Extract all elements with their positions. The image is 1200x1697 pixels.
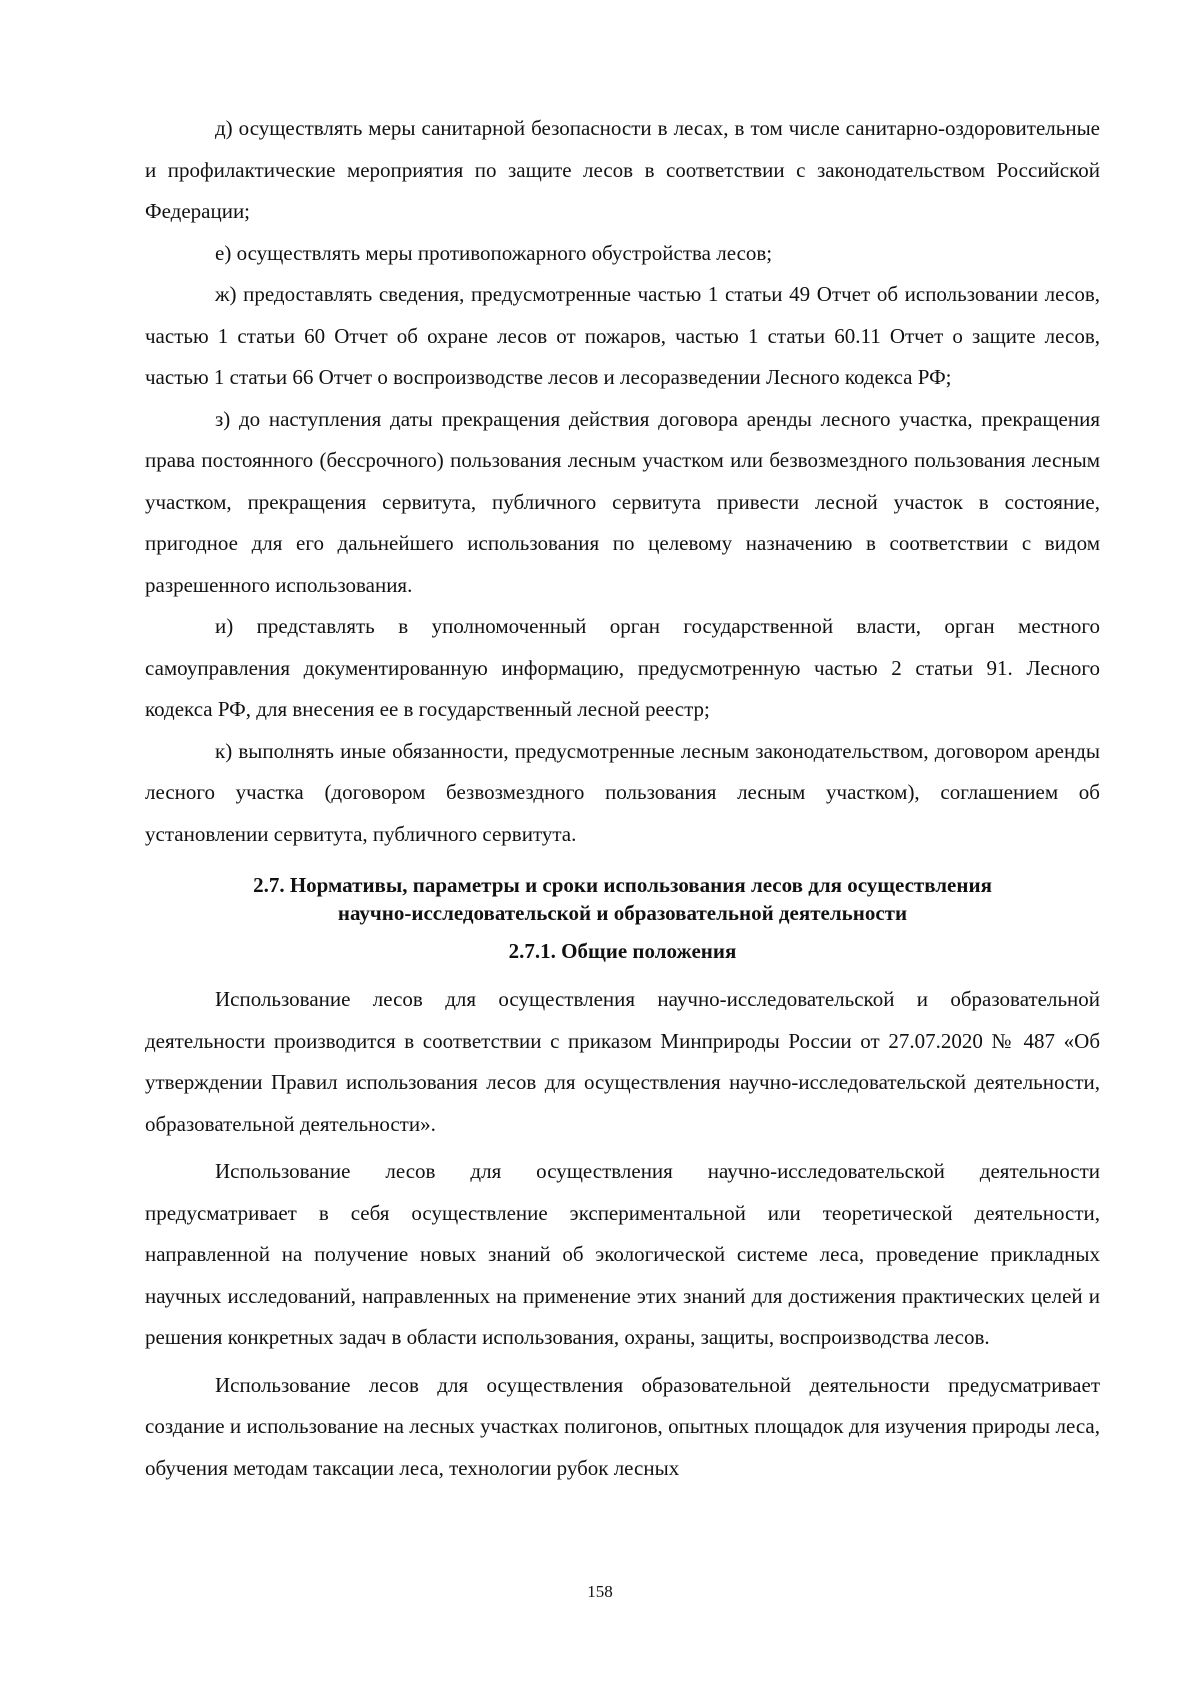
document-body (145, 108, 1100, 1489)
paragraph-item-e: е) осуществлять меры противопожарного обустройства лесов; (215, 240, 773, 265)
paragraph-general-3: Использование лесов для осуществления образовательной деятельности предусматривает создание и использование на лесных участках полигонов, опытных площадок для изучения природы леса, обучения методам таксации леса, технологии рубок лесных (145, 1372, 1100, 1480)
page-number: 158 (587, 1582, 613, 1601)
paragraph-general-2: Использование лесов для осуществления научно-исследовательской деятельности предусматривает в себя осуществление экспериментальной или теоретической деятельности, направленной на получение новых знаний об экологической системе леса, проведение прикладных научных исследований, направленных на применение этих знаний для достижения практических целей и решения конкретных задач в области использования, охраны, защиты, воспроизводства лесов. (145, 1159, 1100, 1349)
subsection-heading: 2.7.1. Общие положения (508, 939, 737, 963)
paragraph-item-zh: ж) предоставлять сведения, предусмотренные частью 1 статьи 49 Отчет об использовании лесов, частью 1 статьи 60 Отчет об охране лесов от пожаров, частью 1 статьи 60.11 Отчет о защите лесов, частью 1 статьи 66 Отчет о воспроизводстве лесов и лесоразведении Лесного кодекса РФ; (145, 282, 1100, 389)
section-heading (145, 871, 1100, 927)
paragraph-general-1: Использование лесов для осуществления научно-исследовательской и образовательной деятельности производится в соответствии с приказом Минприроды России от 27.07.2020 № 487 «Об утверждении Правил использования лесов для осуществления научно-исследовательской деятельности, образовательной деятельности». (145, 987, 1100, 1136)
paragraph-item-k: к) выполнять иные обязанности, предусмотренные лесным законодательством, договором аренды лесного участка (договором безвозмездного пользования лесным участком), соглашением об установлении сервитута, публичного сервитута. (145, 738, 1100, 846)
paragraph-item-z: з) до наступления даты прекращения действия договора аренды лесного участка, прекращения права постоянного (бессрочного) пользования лесным участком или безвозмездного пользования лесным участком, прекращения сервитута, публичного сервитута привести лесной участок в состояние, пригодное для его дальнейшего использования по целевому назначению в соответствии с видом разрешенного использования. (145, 406, 1100, 597)
section-heading-line-2: научно-исследовательской и образовательной деятельности (337, 901, 908, 925)
paragraph-item-i: и) представлять в уполномоченный орган государственной власти, орган местного самоуправления документированную информацию, предусмотренную частью 2 статьи 91. Лесного кодекса РФ, для внесения ее в государственный лесной реестр; (145, 614, 1100, 721)
section-heading-line-1: 2.7. Нормативы, параметры и сроки использования лесов для осуществления (253, 873, 992, 897)
paragraph-item-d: д) осуществлять меры санитарной безопасности в лесах, в том числе санитарно-оздоровительные и профилактические мероприятия по защите лесов в соответствии с законодательством Российской Федерации; (145, 116, 1100, 223)
